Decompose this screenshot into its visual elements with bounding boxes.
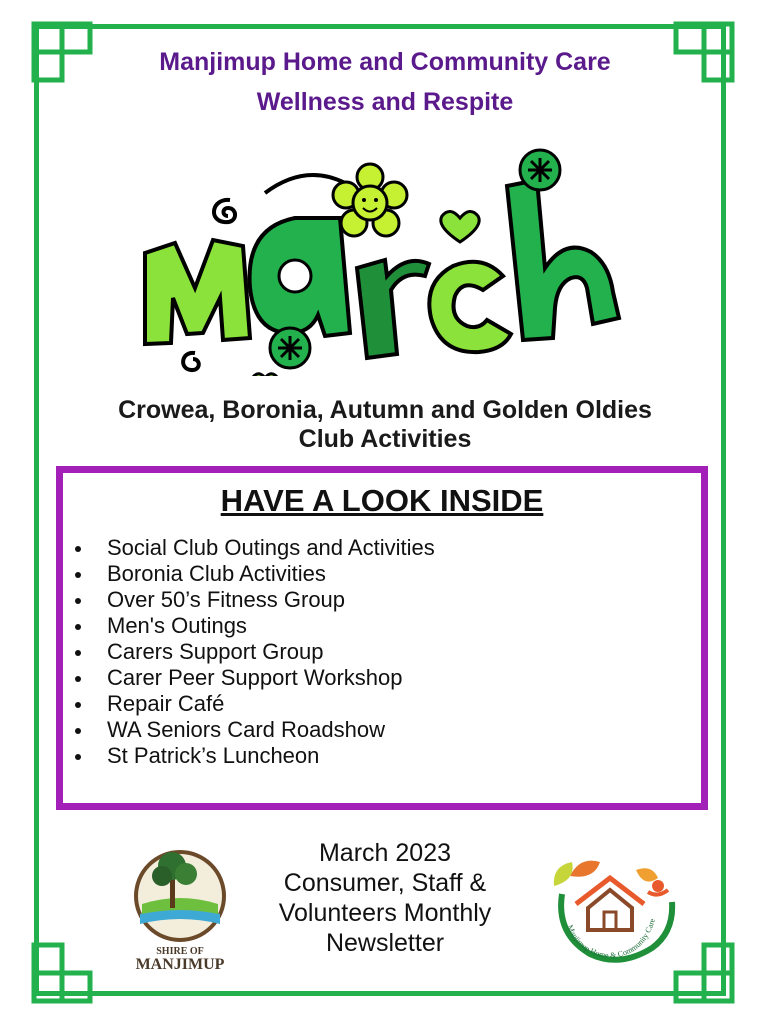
list-item bbox=[75, 561, 435, 587]
list-item-label: Carer Peer Support Workshop bbox=[107, 665, 403, 690]
list-item bbox=[75, 535, 435, 561]
list-item-label: St Patrick’s Luncheon bbox=[107, 743, 320, 768]
list-item bbox=[75, 613, 435, 639]
newsletter-info bbox=[240, 838, 530, 958]
home-community-care-logo bbox=[540, 846, 680, 966]
list-item-label: Social Club Outings and Activities bbox=[107, 535, 435, 560]
org-title: Manjimup Home and Community Care bbox=[159, 48, 611, 76]
shire-logo-small-text: SHIRE OF bbox=[156, 946, 204, 957]
newsletter-line-3: Volunteers Monthly bbox=[278, 899, 492, 927]
contents-list bbox=[75, 535, 435, 769]
bullet-icon bbox=[75, 676, 81, 682]
list-item-label: Men's Outings bbox=[107, 613, 247, 638]
club-heading-line-2: Club Activities bbox=[298, 425, 472, 453]
list-item bbox=[75, 717, 435, 743]
bullet-icon bbox=[75, 754, 81, 760]
bullet-icon bbox=[75, 546, 81, 552]
club-heading-line-1: Crowea, Boronia, Autumn and Golden Oldies bbox=[118, 396, 652, 424]
list-item bbox=[75, 743, 435, 769]
list-item bbox=[75, 691, 435, 717]
list-item-label: Carers Support Group bbox=[107, 639, 324, 664]
list-item bbox=[75, 587, 435, 613]
org-subtitle: Wellness and Respite bbox=[256, 88, 514, 116]
bullet-icon bbox=[75, 598, 81, 604]
list-item bbox=[75, 665, 435, 691]
newsletter-date: March 2023 bbox=[318, 839, 452, 867]
corner-ornament-bottom-left bbox=[31, 942, 93, 1004]
shire-of-manjimup-logo bbox=[120, 844, 240, 972]
corner-ornament-bottom-right bbox=[673, 942, 735, 1004]
list-item-label: WA Seniors Card Roadshow bbox=[107, 717, 385, 742]
bullet-icon bbox=[75, 650, 81, 656]
care-logo-text: Manjimup Home & Community Care bbox=[565, 917, 658, 961]
list-item-label: Over 50’s Fitness Group bbox=[107, 587, 346, 612]
bullet-icon bbox=[75, 572, 81, 578]
list-item-label: Repair Café bbox=[107, 691, 225, 716]
newsletter-line-4: Newsletter bbox=[325, 929, 445, 957]
bullet-icon bbox=[75, 728, 81, 734]
contents-box bbox=[56, 466, 708, 810]
list-item bbox=[75, 639, 435, 665]
list-item-label: Boronia Club Activities bbox=[107, 561, 326, 586]
bullet-icon bbox=[75, 702, 81, 708]
shire-logo-big-text: MANJIMUP bbox=[135, 956, 225, 972]
club-heading bbox=[0, 396, 770, 454]
contents-title: HAVE A LOOK INSIDE bbox=[220, 483, 544, 518]
newsletter-line-2: Consumer, Staff & bbox=[283, 869, 487, 897]
bullet-icon bbox=[75, 624, 81, 630]
march-word-art bbox=[135, 148, 635, 376]
